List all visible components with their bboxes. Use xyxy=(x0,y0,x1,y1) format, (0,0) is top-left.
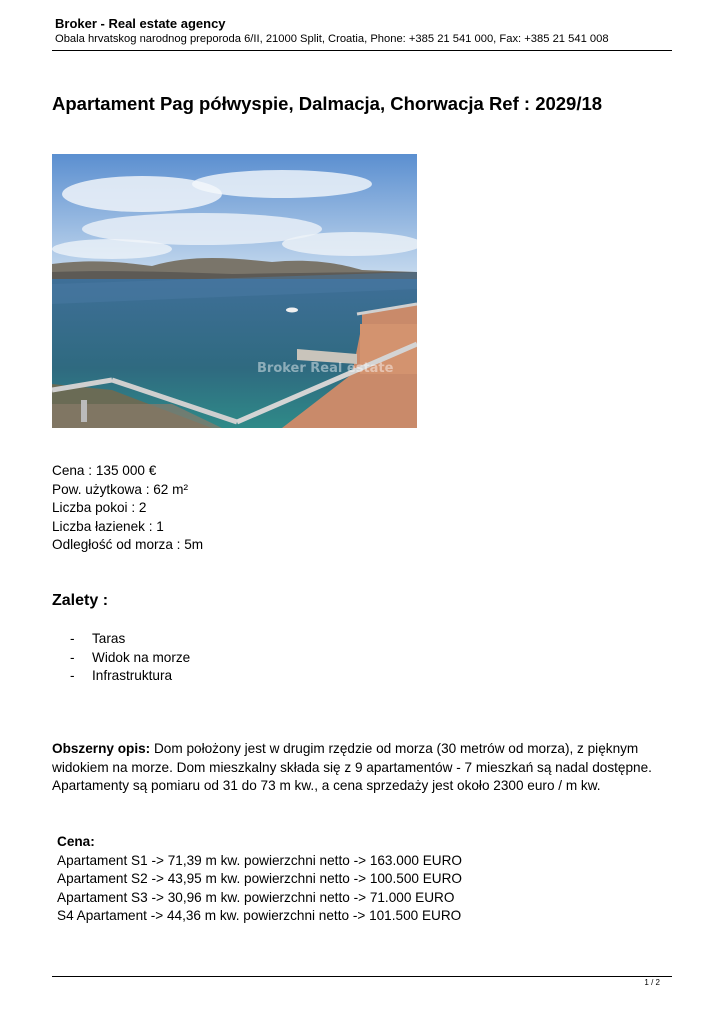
page-title: Apartament Pag półwyspie, Dalmacja, Chorwacja Ref : 2029/18 xyxy=(52,93,603,114)
company-address: Obala hrvatskog narodnog preporoda 6/II, 21000 Split, Croatia, Phone: +385 21 541 000, Fax: +385 21 541 008 xyxy=(55,33,609,45)
benefit-label: Taras xyxy=(92,631,126,646)
benefit-label: Infrastruktura xyxy=(92,668,173,683)
company-name: Broker - Real estate agency xyxy=(55,16,226,31)
page-header xyxy=(55,16,672,46)
description-text: Dom położony jest w drugim rzędzie od morza (30 metrów od morza), z pięknym widokiem na morze. Dom mieszkalny składa się z 9 apartamentów - 7 mieszkań są nadal dostępne. Apartamenty są pomiaru od 31 do 73 m kw., a cena sprzedaży jest około 2300 euro / m kw. xyxy=(52,741,652,793)
photo-watermark: Broker Real estate xyxy=(257,361,394,376)
price-line: Apartament S1 -> 71,39 m kw. powierzchni netto -> 163.000 EURO xyxy=(57,852,463,868)
fact-rooms: Liczba pokoi : 2 xyxy=(52,500,147,515)
price-list xyxy=(57,833,462,926)
description xyxy=(52,740,672,796)
benefits-title: Zalety : xyxy=(52,592,109,609)
fact-sea-distance: Odległość od morza : 5m xyxy=(52,537,204,552)
price-line: Apartament S3 -> 30,96 m kw. powierzchni netto -> 71.000 EURO xyxy=(57,889,455,905)
property-photo xyxy=(52,154,417,428)
price-line: S4 Apartament -> 44,36 m kw. powierzchni netto -> 101.500 EURO xyxy=(57,908,462,923)
page-number: 1 / 2 xyxy=(644,978,660,987)
property-facts xyxy=(52,462,203,555)
footer-divider xyxy=(52,976,672,977)
fact-price: Cena : 135 000 € xyxy=(52,463,157,478)
benefit-label: Widok na morze xyxy=(92,649,191,665)
list-item: - Infrastruktura xyxy=(70,668,173,683)
price-list-title: Cena: xyxy=(57,834,95,849)
fact-bathrooms: Liczba łazienek : 1 xyxy=(52,518,164,534)
benefits-list xyxy=(70,630,190,686)
fact-area: Pow. użytkowa : 62 m² xyxy=(52,481,188,497)
description-label: Obszerny opis: xyxy=(52,741,151,756)
price-line: Apartament S2 -> 43,95 m kw. powierzchni netto -> 100.500 EURO xyxy=(57,871,463,886)
header-divider xyxy=(52,50,672,51)
list-item: - Widok na morze xyxy=(70,649,191,665)
list-item: - Taras xyxy=(70,631,126,646)
